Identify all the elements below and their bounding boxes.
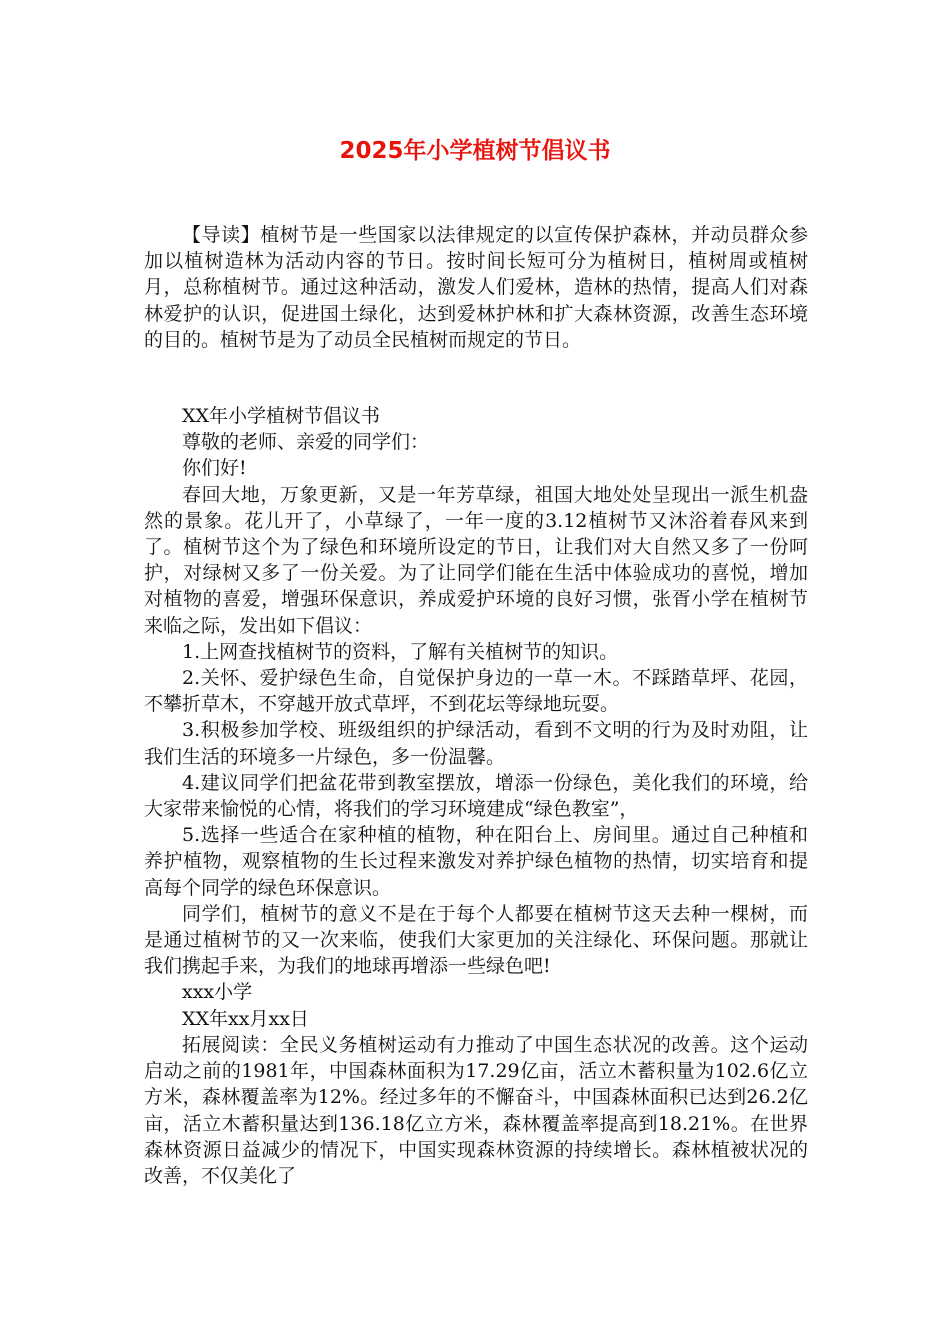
- closing-paragraph: 同学们，植树节的意义不是在于每个人都要在植树节这天去种一棵树，而是通过植树节的又一次来临，使我们大家更加的关注绿化、环保问题。那就让我们携起手来，为我们的地球再增添一些绿色吧!: [144, 902, 808, 978]
- proposal-heading: XX年小学植树节倡议书: [182, 405, 381, 428]
- document-body: [144, 222, 808, 1189]
- body-paragraph: 春回大地，万象更新，又是一年芳草绿，祖国大地处处呈现出一派生机盎然的景象。花儿开了，小草绿了，一年一度的3.12植树节又沐浴着春风来到了。植树节这个为了绿色和环境所设定的节日，让我们对大自然又多了一份呵护，对绿树又多了一份关爱。为了让同学们能在生活中体验成功的喜悦，增加对植物的喜爱，增强环保意识，养成爱护环境的良好习惯，张胥小学在植树节来临之际，发出如下倡议：: [144, 483, 808, 637]
- intro-paragraph: 【导读】植树节是一些国家以法律规定的以宣传保护森林，并动员群众参加以植树造林为活动内容的节日。按时间长短可分为植树日，植树周或植树月，总称植树节。通过这种活动，激发人们爱林，造林的热情，提高人们对森林爱护的认识，促进国土绿化，达到爱林护林和扩大森林资源，改善生态环境的目的。植树节是为了动员全民植树而规定的节日。: [144, 224, 808, 351]
- proposal-item-3: 3.积极参加学校、班级组织的护绿活动，看到不文明的行为及时劝阻，让我们生活的环境多一片绿色，多一份温馨。: [144, 719, 808, 768]
- spacer: [144, 379, 808, 403]
- proposal-item-5: 5.选择一些适合在家种植的植物，种在阳台上、房间里。通过自己种植和养护植物，观察植物的生长过程来激发对养护绿色植物的热情，切实培育和提高每个同学的绿色环保意识。: [144, 824, 808, 899]
- proposal-item-4: 4.建议同学们把盆花带到教室摆放，增添一份绿色，美化我们的环境，给大家带来愉悦的心情，将我们的学习环境建成“绿色教室”，: [144, 771, 808, 821]
- document-title: 2025年小学植树节倡议书: [339, 138, 611, 164]
- proposal-item-2: 2.关怀、爱护绿色生命，自觉保护身边的一草一木。不踩踏草坪、花园，不攀折草木，不穿越开放式草坪，不到花坛等绿地玩耍。: [144, 667, 808, 716]
- signature: xxx小学: [182, 981, 253, 1004]
- extended-reading: 拓展阅读：全民义务植树运动有力推动了中国生态状况的改善。这个运动启动之前的1981年，中国森林面积为17.29亿亩，活立木蓄积量为102.6亿立方米，森林覆盖率为12%。经过多年的不懈奋斗，中国森林面积已达到26.2亿亩，活立木蓄积量达到136.18亿立方米，森林覆盖率提高到18.21%。在世界森林资源日益减少的情况下，中国实现森林资源的持续增长。森林植被状况的改善，不仅美化了: [144, 1033, 808, 1187]
- greeting: 你们好!: [182, 457, 247, 480]
- spacer: [144, 353, 808, 379]
- proposal-item-1: 1.上网查找植树节的资料，了解有关植树节的知识。: [182, 640, 619, 663]
- date: XX年xx月xx日: [182, 1007, 309, 1030]
- salutation: 尊敬的老师、亲爱的同学们：: [182, 431, 430, 454]
